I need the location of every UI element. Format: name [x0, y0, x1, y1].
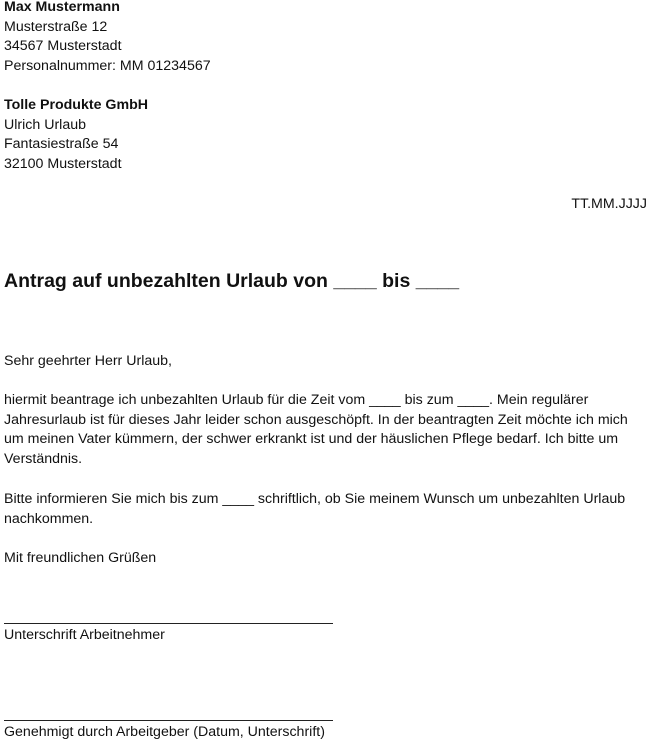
body-paragraph-1	[4, 391, 652, 469]
letter-title: Antrag auf unbezahlten Urlaub von ____ bis ____	[4, 270, 460, 292]
employee-signature-line	[4, 623, 333, 624]
body-paragraph-1-line: um meinen Vater kümmern, der schwer erkrankt ist und der häuslichen Pflege bedarf. Ich bitte um	[4, 431, 619, 448]
sender-address	[4, 0, 211, 76]
body-paragraph-1-line: Verständnis.	[4, 450, 83, 467]
salutation: Sehr geehrter Herr Urlaub,	[4, 353, 172, 369]
sender-personnel-number: Personalnummer: MM 01234567	[4, 57, 211, 74]
recipient-address	[4, 96, 148, 174]
body-paragraph-1-line: Jahresurlaub ist für dieses Jahr leider schon ausgeschöpft. In der beantragten Zeit möchte ich mich	[4, 411, 628, 428]
body-paragraph-1-line: hiermit beantrage ich unbezahlten Urlaub für die Zeit vom ____ bis zum ____. Mein regulärer	[4, 392, 589, 408]
closing: Mit freundlichen Grüßen	[4, 550, 157, 566]
sender-street: Musterstraße 12	[4, 18, 108, 35]
recipient-street: Fantasiestraße 54	[4, 136, 119, 153]
employee-signature-label: Unterschrift Arbeitnehmer	[4, 627, 165, 643]
sender-city: 34567 Musterstadt	[4, 38, 122, 55]
body-paragraph-2	[4, 490, 652, 529]
employer-signature-label: Genehmigt durch Arbeitgeber (Datum, Unterschrift)	[4, 724, 325, 740]
recipient-city: 32100 Musterstadt	[4, 155, 122, 172]
recipient-company: Tolle Produkte GmbH	[4, 97, 148, 113]
recipient-contact: Ulrich Urlaub	[4, 116, 86, 133]
employer-signature-line	[4, 720, 333, 721]
body-paragraph-2-line: Bitte informieren Sie mich bis zum ____ schriftlich, ob Sie meinem Wunsch um unbezahlten Urlaub	[4, 491, 626, 507]
body-paragraph-2-line: nachkommen.	[4, 510, 94, 527]
sender-name: Max Mustermann	[4, 0, 120, 15]
letter-date: TT.MM.JJJJ	[571, 196, 647, 212]
